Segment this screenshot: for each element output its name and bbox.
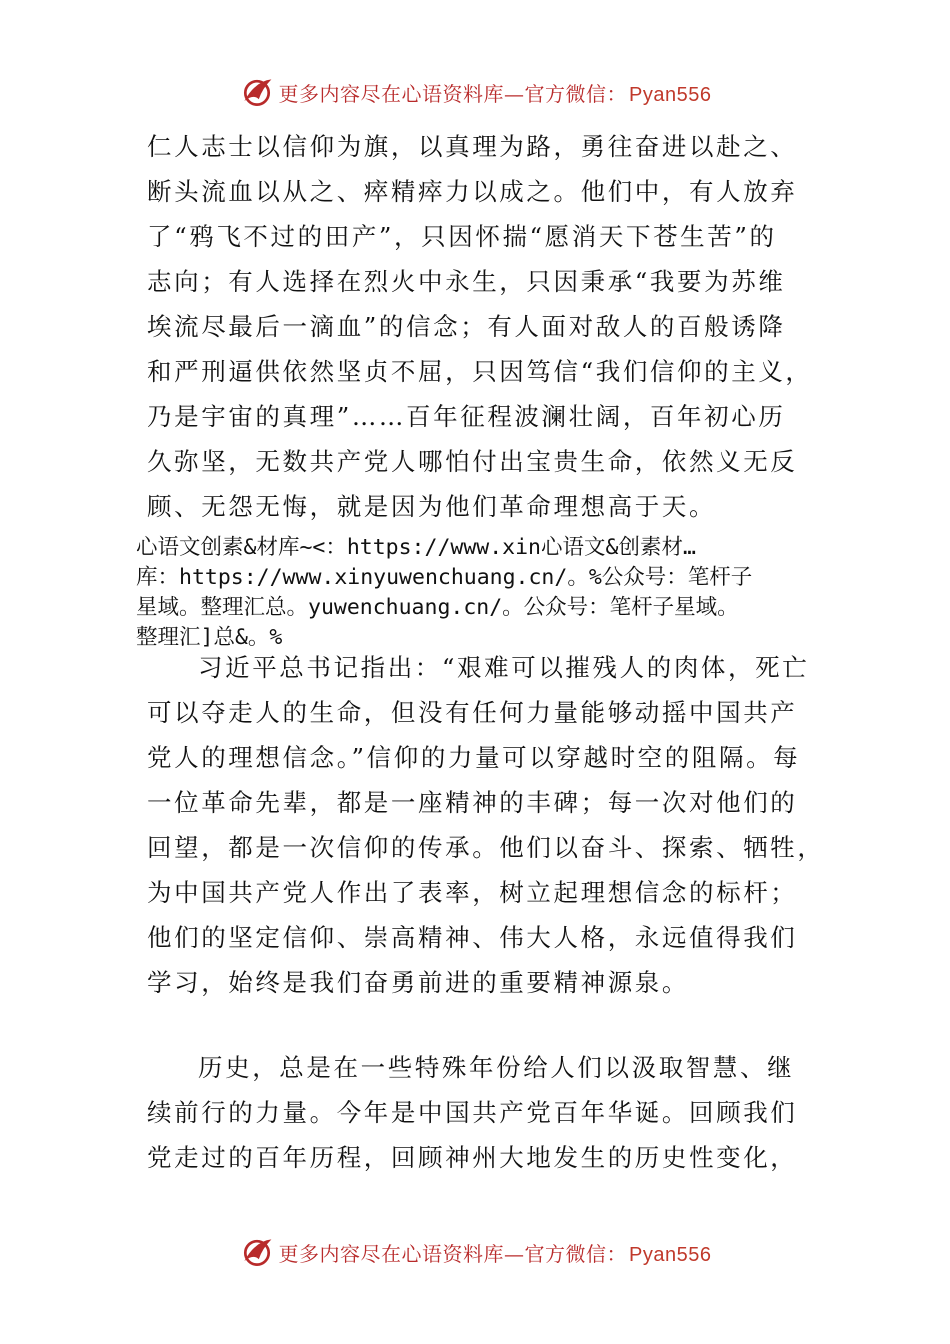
- text-line: 学习，始终是我们奋勇前进的重要精神源泉。: [147, 968, 689, 997]
- watermark-line: 整理汇]总&。%: [136, 625, 283, 650]
- text-line: 一位革命先辈，都是一座精神的丰碑；每一次对他们的: [147, 788, 798, 817]
- watermark-line: 库：https://www.xinyuwenchuang.cn/。%公众号：笔杆子: [136, 565, 753, 590]
- text-line: 埃流尽最后一滴血”的信念；有人面对敌人的百般诱降: [147, 312, 786, 341]
- text-line: 和严刑逼供依然坚贞不屈，只因笃信“我们信仰的主义，: [147, 357, 813, 386]
- text-line: 了“鸦飞不过的田产”，只因怀揣“愿消天下苍生苦”的: [147, 222, 777, 251]
- watermark-line: 心语文创素&材库~<：https://www.xin心语文&创素材…: [136, 535, 696, 560]
- text-line: 党走过的百年历程，回顾神州大地发生的历史性变化，: [147, 1143, 798, 1172]
- watermark-line: 星域。整理汇总。yuwenchuang.cn/。公众号：笔杆子星域。: [136, 595, 739, 620]
- footer-banner: [0, 1232, 950, 1272]
- header-banner: [0, 72, 950, 112]
- text-line: 久弥坚，无数共产党人哪怕付出宝贵生命，依然义无反: [147, 447, 798, 476]
- text-line: 回望，都是一次信仰的传承。他们以奋斗、探索、牺牲，: [147, 833, 825, 862]
- text-line: 断头流血以从之、瘁精瘁力以成之。他们中，有人放弃: [147, 177, 798, 206]
- text-line: 党人的理想信念。”信仰的力量可以穿越时空的阻隔。每: [147, 743, 801, 772]
- logo-icon: [239, 1234, 275, 1270]
- text-line: 顾、无怨无悔，就是因为他们革命理想高于天。: [147, 492, 717, 521]
- text-line: 仁人志士以信仰为旗，以真理为路，勇往奋进以赴之、: [147, 132, 798, 161]
- banner-text: 更多内容尽在心语资料库—官方微信： Pyan556: [278, 81, 712, 106]
- paragraph-first-line: 历史，总是在一些特殊年份给人们以汲取智慧、继: [198, 1053, 795, 1082]
- banner-text: 更多内容尽在心语资料库—官方微信： Pyan556: [278, 1241, 712, 1266]
- text-line: 志向；有人选择在烈火中永生，只因秉承“我要为苏维: [147, 267, 786, 296]
- banner-wechat-id: Pyan556: [629, 83, 712, 106]
- text-line: 续前行的力量。今年是中国共产党百年华诞。回顾我们: [147, 1098, 798, 1127]
- paragraph-first-line: 习近平总书记指出：“艰难可以摧残人的肉体，死亡: [198, 653, 810, 682]
- text-line: 他们的坚定信仰、崇高精神、伟大人格，永远值得我们: [147, 923, 798, 952]
- text-line: 可以夺走人的生命，但没有任何力量能够动摇中国共产: [147, 698, 798, 727]
- text-line: 乃是宇宙的真理”……百年征程波澜壮阔，百年初心历: [147, 402, 786, 431]
- logo-icon: [239, 74, 275, 110]
- banner-wechat-id: Pyan556: [629, 1243, 712, 1266]
- text-line: 为中国共产党人作出了表率，树立起理想信念的标杆；: [147, 878, 798, 907]
